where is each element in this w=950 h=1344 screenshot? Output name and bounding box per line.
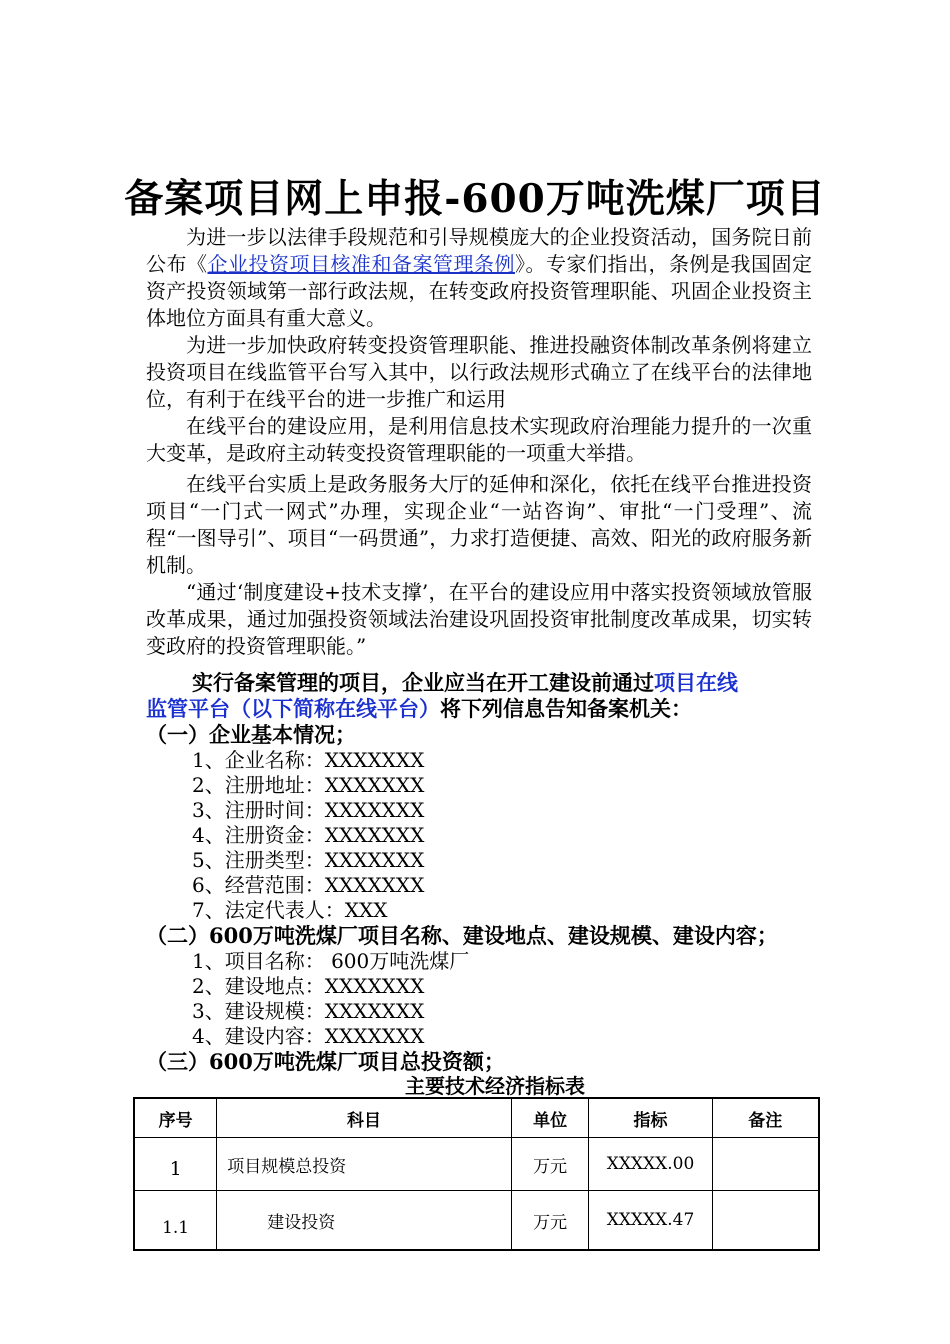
intro-text: 实行备案管理的项目，企业应当在开工建设前通过 (192, 670, 654, 695)
table-cell: 1.1 (134, 1191, 217, 1251)
column-header: 科目 (217, 1098, 512, 1138)
column-header: 备注 (712, 1098, 819, 1138)
table-title: 主要技术经济指标表 (405, 1074, 585, 1098)
list-item: 4、建设内容：XXXXXXX (192, 1024, 425, 1048)
list-item: 1、企业名称：XXXXXXX (192, 748, 425, 772)
paragraph-4: 在线平台实质上是政务服务大厅的延伸和深化，依托在线平台推进投资项目“一门式一网式”办理，实现企业“一站咨询”、审批“一门受理”、流程“一图导引”、项目“一码贯通”，力求打造便捷、高效、阳光的政府服务新机制。 (146, 472, 812, 577)
intro-line-1 (146, 670, 812, 696)
list-item: 3、注册时间：XXXXXXX (192, 798, 425, 822)
platform-link-part-2[interactable]: 监管平台（以下简称在线平台） (146, 696, 440, 721)
table-cell: 1 (134, 1138, 217, 1191)
table-cell: XXXXX.47 (589, 1191, 712, 1251)
table-row (134, 1191, 819, 1251)
list-item: 2、注册地址：XXXXXXX (192, 773, 425, 797)
paragraph-3: 在线平台的建设应用，是利用信息技术实现政府治理能力提升的一次重大变革，是政府主动转变投资管理职能的一项重大举措。 (146, 414, 812, 465)
intro-text-end: 将下列信息告知备案机关： (440, 696, 692, 721)
filing-info-section (146, 670, 812, 1075)
list-item: 5、注册类型：XXXXXXX (192, 848, 425, 872)
list-item: 2、建设地点：XXXXXXX (192, 974, 425, 998)
table-cell: 万元 (511, 1138, 589, 1191)
intro-line-2 (146, 696, 812, 722)
list-item: 4、注册资金：XXXXXXX (192, 823, 425, 847)
table-row (134, 1138, 819, 1191)
list-item: 6、经营范围：XXXXXXX (192, 873, 425, 897)
table-cell (712, 1191, 819, 1251)
section-1-heading: （一）企业基本情况； (146, 722, 356, 747)
table-cell: 项目规模总投资 (217, 1138, 512, 1191)
table-cell (712, 1138, 819, 1191)
paragraph-2: 为进一步加快政府转变投资管理职能、推进投融资体制改革条例将建立投资项目在线监管平台写入其中，以行政法规形式确立了在线平台的法律地位，有利于在线平台的进一步推广和运用 (146, 333, 812, 411)
paragraph-1-text-b: 》。专家们指出，条例是我国固定资产投资领域第一部行政法规，在转变政府投资管理职能、巩固企业投资主体地位方面具有重大意义。 (146, 252, 812, 330)
regulation-link[interactable]: 企业投资项目核准和备案管理条例 (207, 252, 515, 276)
paragraph-5: “通过‘制度建设+技术支撑’，在平台的建设应用中落实投资领域放管服改革成果，通过加强投资领域法治建设巩固投资审批制度改革成果，切实转变政府的投资管理职能。” (146, 580, 812, 658)
column-header: 序号 (134, 1098, 217, 1138)
page-title: 备案项目网上申报-600万吨洗煤厂项目 (124, 176, 826, 222)
body-text (146, 224, 812, 660)
paragraph-1-text-a: 为进一步以法律手段规范和引导规模庞大的企业投资活动，国务院日前公布《 (146, 225, 812, 276)
list-item: 7、法定代表人：XXX (192, 898, 388, 922)
platform-link-part-1[interactable]: 项目在线 (654, 670, 738, 695)
table-cell: 建设投资 (217, 1191, 512, 1251)
table-header-row (134, 1098, 819, 1138)
table-cell: XXXXX.00 (589, 1138, 712, 1191)
section-3-heading: （三）600万吨洗煤厂项目总投资额； (146, 1049, 505, 1074)
column-header: 指标 (589, 1098, 712, 1138)
column-header: 单位 (511, 1098, 589, 1138)
section-2-heading: （二）600万吨洗煤厂项目名称、建设地点、建设规模、建设内容； (146, 923, 778, 948)
list-item: 1、项目名称： 600万吨洗煤厂 (192, 949, 470, 973)
table-cell: 万元 (511, 1191, 589, 1251)
list-item: 3、建设规模：XXXXXXX (192, 999, 425, 1023)
indicator-table (133, 1097, 820, 1251)
paragraph-1 (146, 224, 812, 332)
